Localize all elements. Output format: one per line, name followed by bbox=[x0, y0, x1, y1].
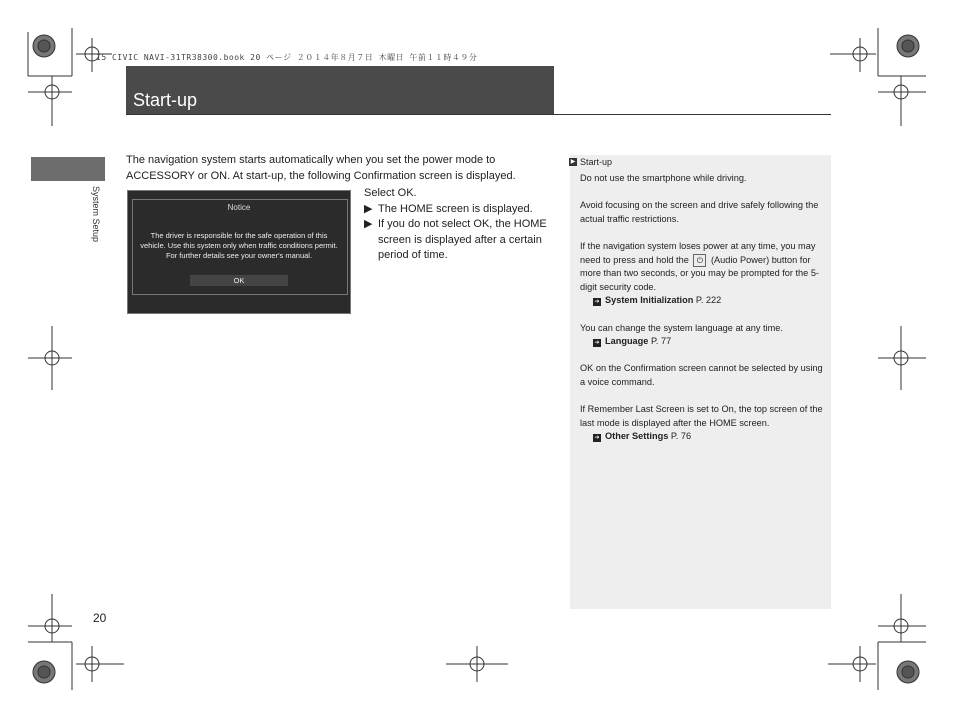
note-ref-1[interactable]: ➔ System Initialization P. 222 bbox=[594, 295, 722, 306]
note-p5: OK on the Confirmation screen cannot be selected by using a voice command. bbox=[580, 363, 823, 387]
cross-ref-icon: ➔ bbox=[594, 299, 600, 306]
print-header: 15 CIVIC NAVI-31TR38300.book 20 ページ ２０１４年８月７日 木曜日 午前１１時４９分 bbox=[96, 53, 478, 62]
note-p6: If Remember Last Screen is set to On, the top screen of the last mode is displayed after the HOME screen. bbox=[580, 404, 823, 428]
notice-ok-button: OK bbox=[190, 275, 288, 286]
result-arrow-icon: ▶ bbox=[364, 202, 373, 215]
notice-body: The driver is responsible for the safe operation of this vehicle. Use this system only when traffic conditions permit. For further details see your owner's manual. bbox=[140, 231, 338, 260]
page-number: 20 bbox=[93, 611, 107, 625]
result-1: ▶ The HOME screen is displayed. bbox=[364, 202, 554, 218]
setting-term: Remember Last Screen bbox=[587, 404, 685, 415]
power-icon: ⏻ bbox=[693, 254, 706, 267]
intro-paragraph: The navigation system starts automatically when you set the power mode to ACCESSORY or ON. At start-up, the following Confirmation screen is displayed. bbox=[126, 154, 516, 182]
ok-term: OK bbox=[473, 218, 490, 230]
chapter-tab bbox=[31, 157, 105, 181]
confirmation-screen-image bbox=[127, 190, 351, 314]
notes-heading: ▶ Start-up bbox=[570, 157, 613, 167]
setting-value: On bbox=[721, 404, 734, 415]
cross-ref-icon: ➔ bbox=[594, 340, 600, 347]
chapter-label: System Setup bbox=[91, 186, 101, 243]
notes-body bbox=[580, 172, 825, 457]
note-p2: Avoid focusing on the screen and drive safely following the actual traffic restrictions. bbox=[580, 200, 819, 224]
notice-title: Notice bbox=[227, 203, 251, 212]
ok-term: OK bbox=[580, 363, 594, 374]
result-2: ▶ If you do not select OK, the HOME screen is displayed after a certain period of time. bbox=[364, 217, 554, 264]
result-arrow-icon: ▶ bbox=[364, 218, 373, 230]
procedure-steps bbox=[364, 186, 554, 264]
cross-ref-icon: ➔ bbox=[594, 435, 600, 442]
note-p1: Do not use the smartphone while driving. bbox=[580, 173, 747, 183]
step-select: Select OK. bbox=[364, 187, 417, 199]
section-title: Start-up bbox=[133, 90, 198, 110]
note-marker-icon: ▶ bbox=[570, 159, 576, 165]
note-p4: You can change the system language at any time. bbox=[580, 322, 783, 333]
ok-term: OK bbox=[397, 187, 414, 199]
title-rule bbox=[126, 114, 831, 115]
note-p3: If the navigation system loses power at any time, you may need to press and hold the ⏻ (Audio Power) button for more than two seconds, or you may be prompted for the 5-digit security code. bbox=[580, 240, 819, 292]
note-ref-3[interactable]: ➔ Other Settings P. 76 bbox=[594, 431, 692, 442]
note-ref-2[interactable]: ➔ Language P. 77 bbox=[594, 336, 672, 347]
